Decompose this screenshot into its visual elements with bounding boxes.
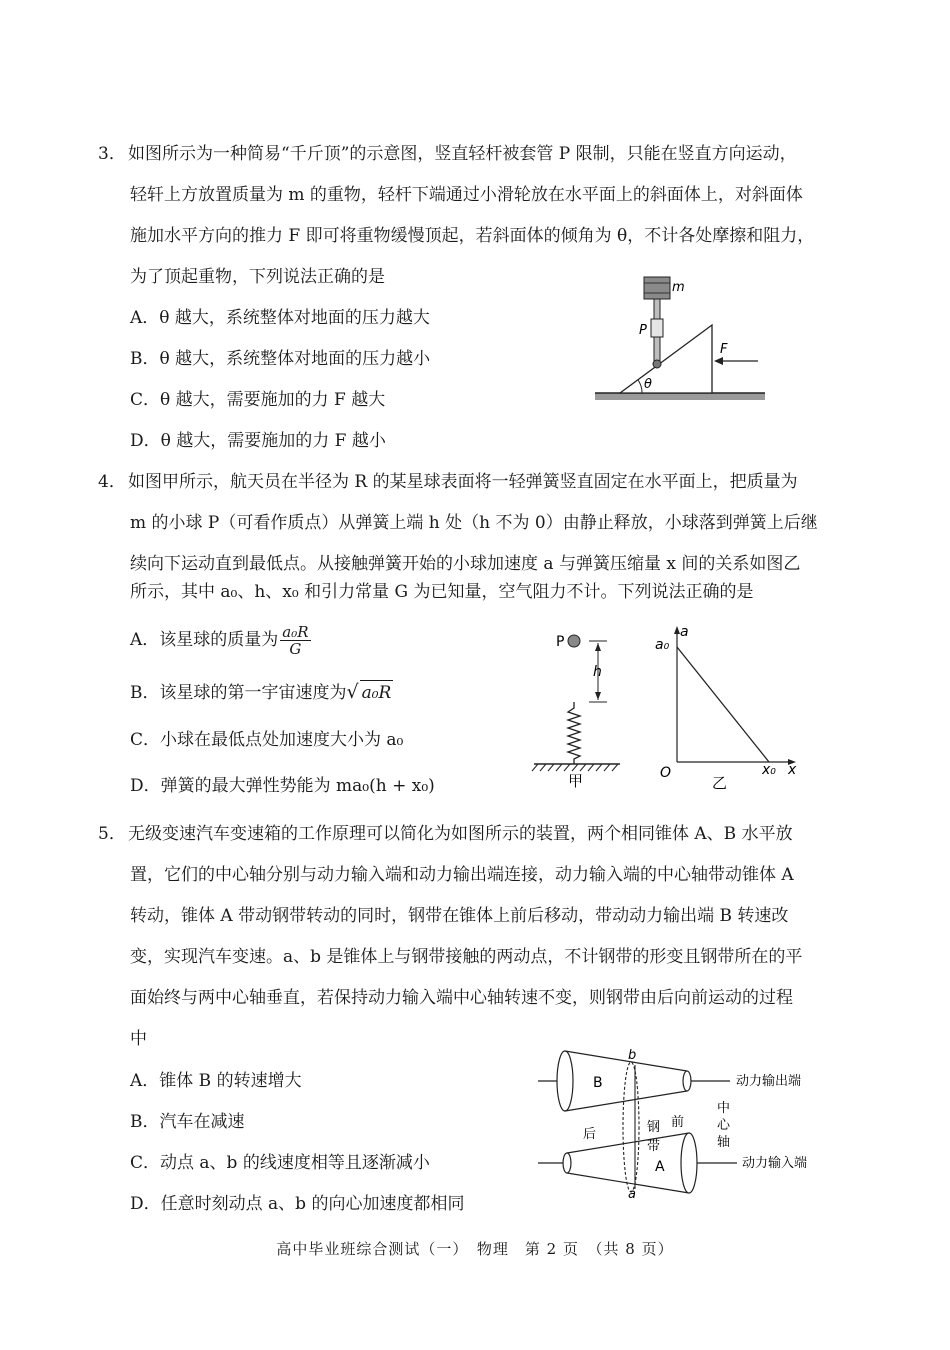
question-number: 4． — [98, 472, 126, 492]
page-footer: 高中毕业班综合测试（一） 物理 第 2 页 （共 8 页） — [276, 1240, 674, 1258]
belt-label-2: 带 — [647, 1139, 661, 1154]
theta-label: θ — [644, 377, 652, 392]
question-text-line: 如图所示为一种简易“千斤顶”的示意图，竖直轻杆被套管 P 限制，只能在竖直方向运动， — [128, 144, 797, 164]
option-a[interactable] — [130, 624, 311, 657]
question-text-line: 变，实现汽车变速。a、b 是锥体上与钢带接触的两动点，不计钢带的形变且钢带所在的平 — [130, 947, 803, 967]
question-text-line: 施加水平方向的推力 F 即可将重物缓慢顶起，若斜面体的倾角为 θ，不计各处摩擦和阻力， — [130, 226, 815, 246]
question-text-line: 轻轩上方放置质量为 m 的重物，轻杆下端通过小滑轮放在水平面上的斜面体上，对斜面体 — [130, 185, 803, 205]
spring-figure — [530, 628, 630, 790]
sleeve-label: P — [639, 323, 647, 338]
question-text-line: 转动，锥体 A 带动钢带转动的同时，钢带在锥体上前后移动，带动动力输出端 B 转速改 — [130, 906, 789, 926]
cone-a — [538, 1133, 807, 1202]
question-text-line: 中 — [130, 1029, 147, 1049]
option-a[interactable]: A．θ 越大，系统整体对地面的压力越大 — [130, 308, 430, 328]
cvt-figure — [535, 1045, 835, 1205]
figure-jia-label: 甲 — [568, 772, 584, 790]
origin-label: O — [660, 765, 672, 781]
axis-label-1: 中 — [717, 1101, 731, 1116]
x-axis-label: x — [788, 762, 797, 778]
option-c[interactable]: C．动点 a、b 的线速度相等且逐渐减小 — [130, 1153, 430, 1173]
question-text-line: 续向下运动直到最低点。从接触弹簧开始的小球加速度 a 与弹簧压缩量 x 间的关系如图乙 — [130, 554, 801, 574]
question-text-line: 面始终与两中心轴垂直，若保持动力输入端中心轴转速不变，则钢带由后向前运动的过程 — [130, 988, 793, 1008]
output-label: 动力输出端 — [736, 1074, 802, 1089]
front-label: 前 — [671, 1115, 685, 1130]
question-text-line: 所示，其中 a₀、h、x₀ 和引力常量 G 为已知量，空气阻力不计。下列说法正确的是 — [130, 582, 754, 602]
fraction-denominator: G — [289, 640, 302, 658]
cone-b-label: B — [593, 1075, 603, 1091]
figure-yi-label: 乙 — [712, 774, 728, 792]
option-c[interactable]: C．小球在最低点处加速度大小为 a₀ — [130, 730, 404, 750]
question-text-line: 为了顶起重物，下列说法正确的是 — [130, 267, 385, 287]
option-a-text: A．该星球的质量为 — [130, 630, 279, 650]
belt-label-1: 钢 — [647, 1120, 661, 1135]
input-label: 动力输入端 — [742, 1156, 808, 1171]
spring — [568, 702, 580, 764]
question-text-line: 无级变速汽车变速箱的工作原理可以简化为如图所示的装置，两个相同锥体 A、B 水平放 — [128, 824, 793, 844]
option-b[interactable]: B．θ 越大，系统整体对地面的压力越小 — [130, 349, 431, 369]
height-label: h — [593, 664, 602, 680]
sqrt-sign: √ — [346, 681, 359, 703]
sqrt-radicand: a₀R — [360, 680, 394, 705]
ball — [568, 635, 580, 647]
axis-label-2: 心 — [717, 1118, 731, 1133]
mass-label: m — [672, 280, 685, 295]
ground — [595, 393, 765, 400]
option-c[interactable]: C．θ 越大，需要施加的力 F 越大 — [130, 390, 386, 410]
sleeve — [651, 319, 663, 337]
point-a-label: a — [628, 1187, 636, 1202]
question-number: 5． — [98, 824, 126, 844]
question-text-line: 如图甲所示，航天员在半径为 R 的某星球表面将一轻弹簧竖直固定在水平面上，把质量为 — [128, 472, 798, 492]
point-b-label: b — [628, 1048, 637, 1063]
a-x-line — [677, 647, 769, 762]
fraction-numerator: a₀R — [282, 623, 309, 641]
y-axis-label: a — [680, 624, 689, 640]
steel-belt — [623, 1062, 639, 1192]
weight-block — [644, 277, 670, 299]
option-b-text: B．该星球的第一宇宙速度为 — [130, 683, 347, 703]
rear-label: 后 — [583, 1127, 597, 1142]
axis-label-3: 轴 — [717, 1135, 731, 1150]
x0-tick-label: x₀ — [762, 762, 776, 778]
acceleration-graph — [650, 622, 800, 792]
cone-a-label: A — [655, 1159, 665, 1175]
cone-b — [538, 1048, 801, 1111]
option-d[interactable]: D．弹簧的最大弹性势能为 ma₀(h + x₀) — [130, 776, 435, 796]
question-text-line: m 的小球 P（可看作质点）从弹簧上端 h 处（h 不为 0）由静止释放，小球落到弹簧上后继 — [130, 513, 818, 533]
pulley — [653, 360, 661, 368]
option-d[interactable]: D．θ 越大，需要施加的力 F 越小 — [130, 431, 386, 451]
wedge — [620, 325, 712, 393]
jack-figure — [590, 275, 770, 410]
a0-tick-label: a₀ — [655, 637, 670, 653]
question-number: 3． — [98, 144, 126, 164]
option-a[interactable]: A．锥体 B 的转速增大 — [130, 1071, 302, 1091]
mass-fraction — [280, 624, 310, 657]
force-label: F — [720, 342, 728, 357]
option-b[interactable]: B．汽车在减速 — [130, 1112, 245, 1132]
option-d[interactable]: D．任意时刻动点 a、b 的向心加速度都相同 — [130, 1194, 465, 1214]
question-text-line: 置，它们的中心轴分别与动力输入端和动力输出端连接，动力输入端的中心轴带动锥体 A — [130, 865, 794, 885]
ball-label: P — [556, 634, 565, 650]
option-b[interactable] — [130, 680, 393, 705]
